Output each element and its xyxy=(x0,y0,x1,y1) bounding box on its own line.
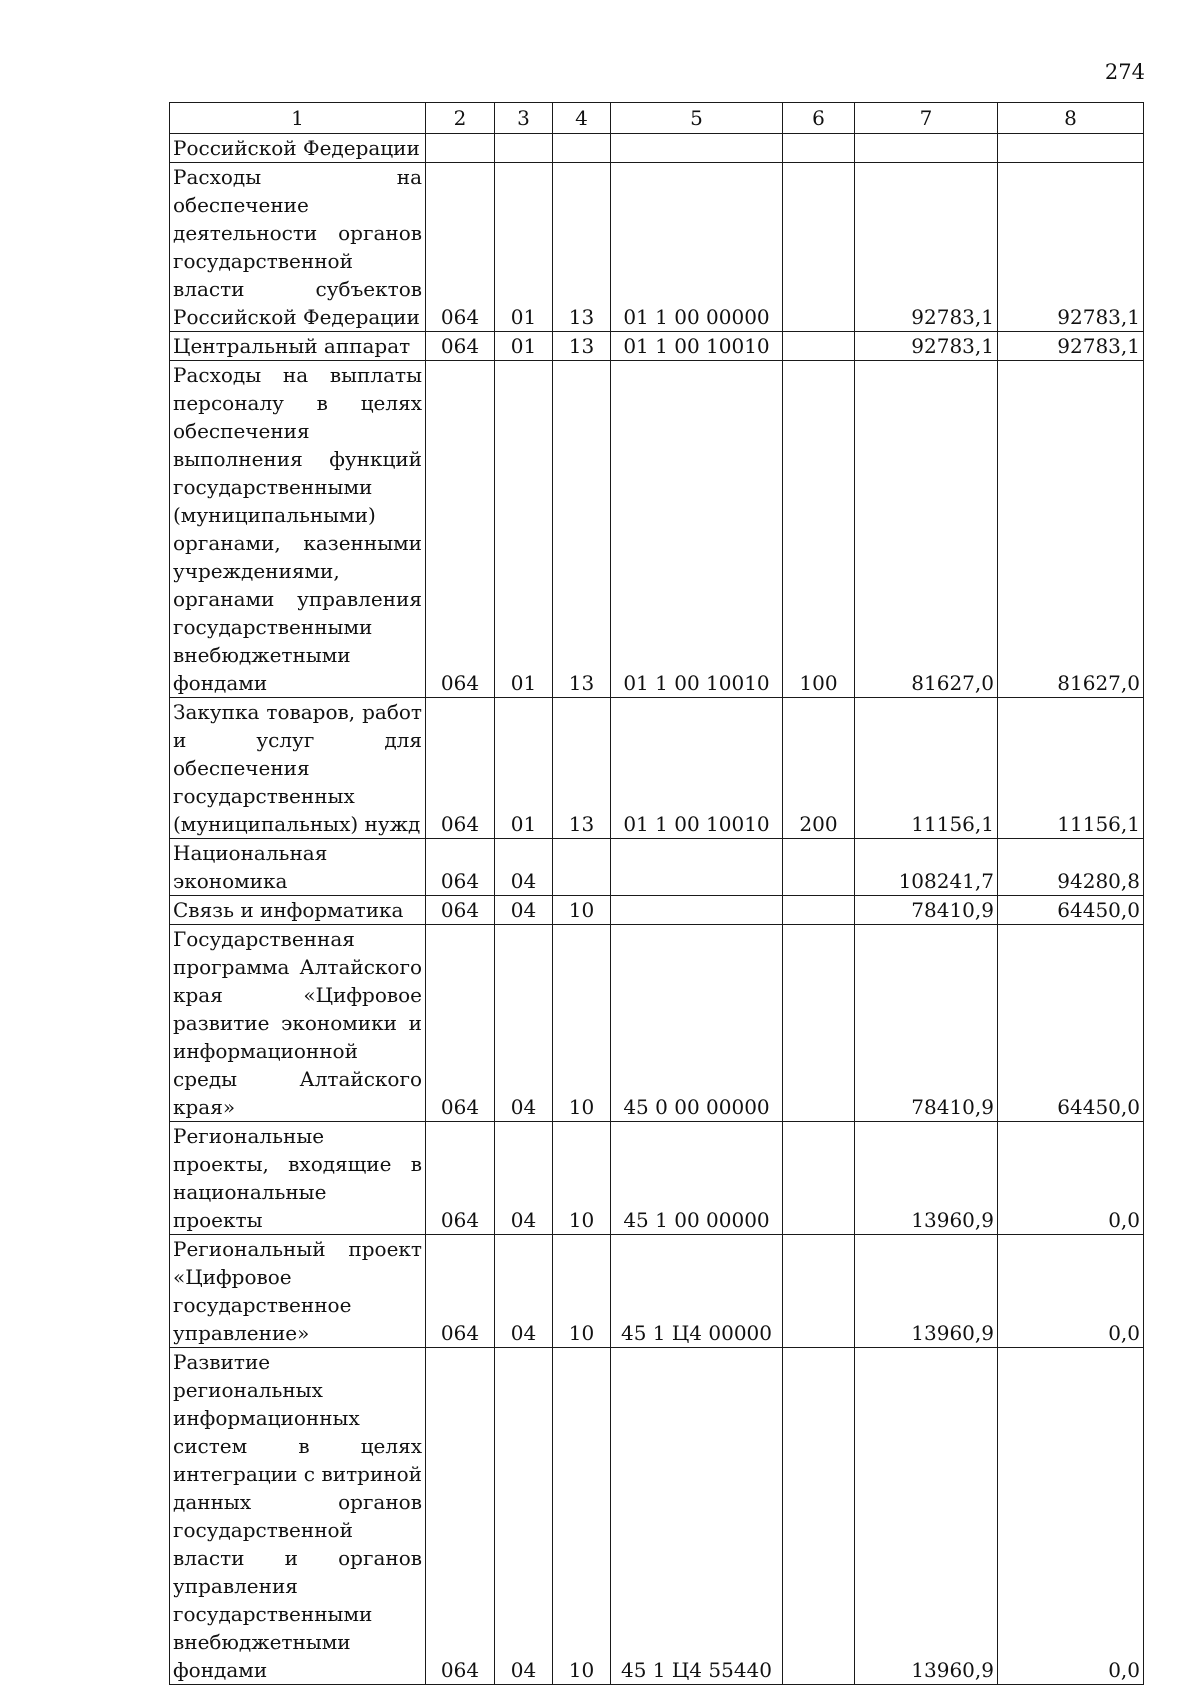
table-row xyxy=(170,361,1144,698)
cell-section: 04 xyxy=(495,1348,553,1685)
cell-amount-1: 13960,9 xyxy=(855,1348,998,1685)
table-row xyxy=(170,1122,1144,1235)
row-name-cell xyxy=(170,839,426,896)
cell-amount-1: 78410,9 xyxy=(855,925,998,1122)
cell-amount-2: 92783,1 xyxy=(998,332,1144,361)
cell-target-item: 01 1 00 10010 xyxy=(611,332,783,361)
cell-expense-type xyxy=(783,1122,855,1235)
cell-section xyxy=(495,134,553,163)
cell-subsection xyxy=(553,134,611,163)
cell-amount-2: 81627,0 xyxy=(998,361,1144,698)
page-number: 274 xyxy=(1104,60,1145,84)
row-name: Центральный аппарат xyxy=(173,334,411,358)
cell-section: 04 xyxy=(495,1122,553,1235)
cell-ministry-code: 064 xyxy=(426,361,495,698)
cell-section: 01 xyxy=(495,332,553,361)
row-name: Региональный проект «Цифровое государственное управление» xyxy=(173,1237,422,1345)
cell-amount-1 xyxy=(855,134,998,163)
cell-target-item: 01 1 00 10010 xyxy=(611,698,783,839)
row-name-cell xyxy=(170,332,426,361)
cell-expense-type xyxy=(783,163,855,332)
cell-amount-1: 92783,1 xyxy=(855,163,998,332)
cell-amount-1: 13960,9 xyxy=(855,1235,998,1348)
col-header-3: 3 xyxy=(495,103,553,134)
cell-target-item: 45 1 Ц4 00000 xyxy=(611,1235,783,1348)
row-name-cell xyxy=(170,1235,426,1348)
cell-target-item xyxy=(611,896,783,925)
row-name: Региональные проекты, входящие в национальные проекты xyxy=(173,1124,422,1232)
row-name: Закупка товаров, работ и услуг для обеспечения государственных (муниципальных) нужд xyxy=(173,700,422,836)
cell-amount-2: 94280,8 xyxy=(998,839,1144,896)
cell-amount-2: 64450,0 xyxy=(998,896,1144,925)
cell-ministry-code: 064 xyxy=(426,1122,495,1235)
cell-section: 04 xyxy=(495,1235,553,1348)
cell-subsection: 10 xyxy=(553,1348,611,1685)
cell-amount-2: 0,0 xyxy=(998,1122,1144,1235)
cell-subsection: 10 xyxy=(553,925,611,1122)
cell-subsection: 13 xyxy=(553,698,611,839)
col-header-6: 6 xyxy=(783,103,855,134)
table-row xyxy=(170,896,1144,925)
cell-target-item: 01 1 00 00000 xyxy=(611,163,783,332)
row-name-cell xyxy=(170,134,426,163)
cell-section: 04 xyxy=(495,839,553,896)
table-row xyxy=(170,1235,1144,1348)
cell-amount-1: 92783,1 xyxy=(855,332,998,361)
cell-amount-1: 81627,0 xyxy=(855,361,998,698)
cell-expense-type xyxy=(783,332,855,361)
cell-ministry-code: 064 xyxy=(426,1348,495,1685)
table-row xyxy=(170,839,1144,896)
cell-amount-1: 108241,7 xyxy=(855,839,998,896)
row-name: Связь и информатика xyxy=(173,898,404,922)
table-row xyxy=(170,332,1144,361)
col-header-1: 1 xyxy=(170,103,426,134)
cell-expense-type: 100 xyxy=(783,361,855,698)
row-name: Расходы на обеспечение деятельности органов государственной власти субъектов Российской Федерации xyxy=(173,165,422,329)
budget-table xyxy=(169,102,1144,1685)
row-name-cell xyxy=(170,896,426,925)
col-header-7: 7 xyxy=(855,103,998,134)
cell-section: 04 xyxy=(495,896,553,925)
cell-subsection: 10 xyxy=(553,1235,611,1348)
cell-expense-type xyxy=(783,134,855,163)
row-name: Государственная программа Алтайского края «Цифровое развитие экономики и информационной среды Алтайского края» xyxy=(173,927,422,1119)
table-row xyxy=(170,698,1144,839)
cell-amount-1: 11156,1 xyxy=(855,698,998,839)
cell-ministry-code: 064 xyxy=(426,839,495,896)
cell-ministry-code: 064 xyxy=(426,698,495,839)
cell-subsection: 13 xyxy=(553,332,611,361)
cell-amount-2 xyxy=(998,134,1144,163)
col-header-4: 4 xyxy=(553,103,611,134)
cell-amount-1: 13960,9 xyxy=(855,1122,998,1235)
row-name-cell xyxy=(170,361,426,698)
cell-subsection xyxy=(553,839,611,896)
cell-target-item: 01 1 00 10010 xyxy=(611,361,783,698)
cell-ministry-code: 064 xyxy=(426,925,495,1122)
row-name: Национальная экономика xyxy=(173,841,328,893)
row-name-cell xyxy=(170,1122,426,1235)
cell-amount-2: 11156,1 xyxy=(998,698,1144,839)
table-row xyxy=(170,925,1144,1122)
cell-expense-type xyxy=(783,925,855,1122)
cell-amount-2: 0,0 xyxy=(998,1235,1144,1348)
cell-section: 04 xyxy=(495,925,553,1122)
cell-target-item xyxy=(611,134,783,163)
cell-section: 01 xyxy=(495,361,553,698)
cell-ministry-code xyxy=(426,134,495,163)
cell-amount-1: 78410,9 xyxy=(855,896,998,925)
row-name: Российской Федерации xyxy=(173,136,420,160)
cell-subsection: 10 xyxy=(553,896,611,925)
col-header-5: 5 xyxy=(611,103,783,134)
cell-target-item: 45 0 00 00000 xyxy=(611,925,783,1122)
cell-amount-2: 92783,1 xyxy=(998,163,1144,332)
cell-expense-type xyxy=(783,1348,855,1685)
row-name: Развитие региональных информационных систем в целях интеграции с витриной данных органов государственной власти и органов управления государственными внебюджетными фондами xyxy=(173,1350,422,1682)
cell-expense-type xyxy=(783,896,855,925)
col-header-8: 8 xyxy=(998,103,1144,134)
cell-subsection: 13 xyxy=(553,361,611,698)
row-name-cell xyxy=(170,925,426,1122)
cell-ministry-code: 064 xyxy=(426,1235,495,1348)
table-row xyxy=(170,163,1144,332)
cell-ministry-code: 064 xyxy=(426,896,495,925)
cell-target-item: 45 1 00 00000 xyxy=(611,1122,783,1235)
table-row xyxy=(170,134,1144,163)
cell-section: 01 xyxy=(495,698,553,839)
cell-expense-type xyxy=(783,839,855,896)
col-header-2: 2 xyxy=(426,103,495,134)
cell-subsection: 10 xyxy=(553,1122,611,1235)
row-name-cell xyxy=(170,1348,426,1685)
cell-section: 01 xyxy=(495,163,553,332)
row-name: Расходы на выплаты персоналу в целях обеспечения выполнения функций государственными (муниципальными) органами, казенными учреждениями, органами управления государственными внебюджетными фондами xyxy=(173,363,422,695)
cell-expense-type xyxy=(783,1235,855,1348)
cell-amount-2: 64450,0 xyxy=(998,925,1144,1122)
cell-amount-2: 0,0 xyxy=(998,1348,1144,1685)
cell-ministry-code: 064 xyxy=(426,163,495,332)
row-name-cell xyxy=(170,698,426,839)
cell-target-item xyxy=(611,839,783,896)
table-row xyxy=(170,1348,1144,1685)
cell-expense-type: 200 xyxy=(783,698,855,839)
header-row xyxy=(170,103,1144,134)
cell-subsection: 13 xyxy=(553,163,611,332)
row-name-cell xyxy=(170,163,426,332)
cell-target-item: 45 1 Ц4 55440 xyxy=(611,1348,783,1685)
cell-ministry-code: 064 xyxy=(426,332,495,361)
